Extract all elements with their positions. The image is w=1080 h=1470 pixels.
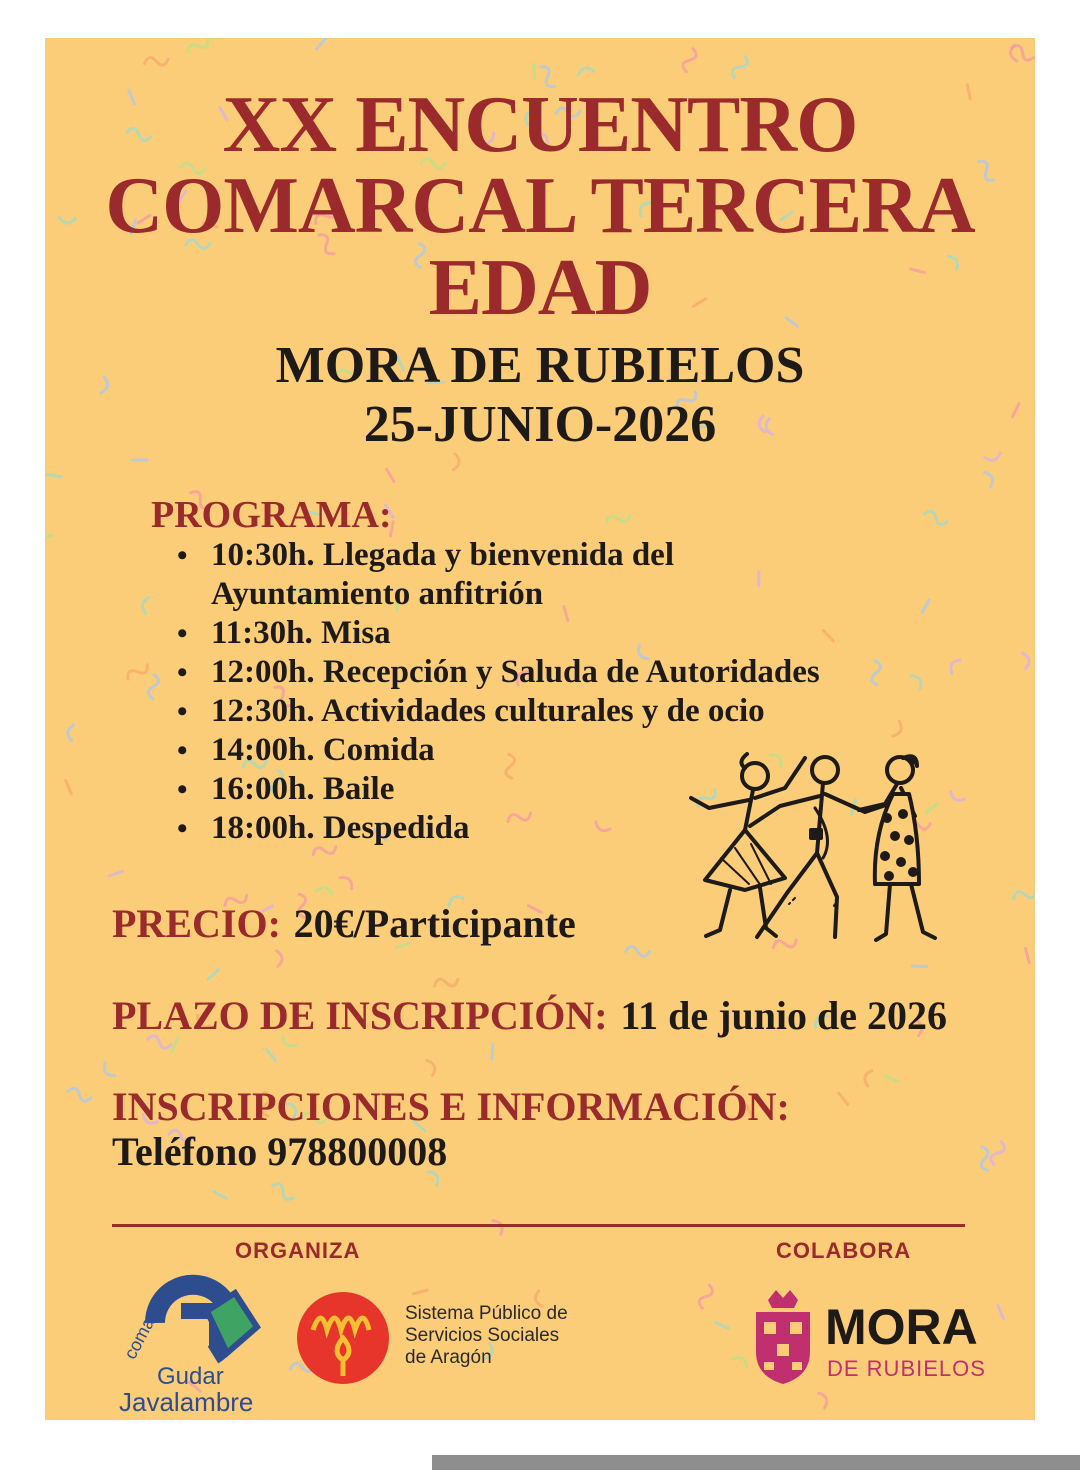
confetti-squiggle — [626, 946, 650, 956]
confetti-squiggle — [912, 963, 927, 970]
confetti-squiggle — [316, 38, 326, 51]
confetti-squiggle — [148, 674, 159, 698]
program-item: • 11:30h. Misa — [175, 614, 955, 653]
event-date: 25-JUNIO-2026 — [363, 396, 717, 453]
confetti-squiggle — [530, 64, 539, 79]
confetti-squiggle — [213, 1191, 228, 1198]
precio-row — [112, 900, 576, 947]
confetti-squiggle — [45, 533, 52, 549]
confetti-squiggle — [67, 724, 74, 740]
comarca-word: comarca — [120, 1292, 171, 1363]
title-line-2: COMARCAL TERCERA — [105, 162, 975, 250]
confetti-squiggle — [715, 1322, 729, 1328]
poster — [45, 38, 1035, 1420]
confetti-squiggle — [67, 1087, 93, 1103]
confetti-squiggle — [863, 1069, 872, 1086]
organiza-label: ORGANIZA — [235, 1238, 361, 1263]
confetti-squiggle — [453, 454, 459, 470]
confetti-squiggle — [47, 473, 61, 478]
comarca-line2: Javalambre — [119, 1387, 254, 1417]
sistema-logo-icon — [295, 1290, 391, 1386]
program-item: • 12:30h. Actividades culturales y de ocio — [175, 692, 955, 731]
confetti-squiggle — [605, 510, 631, 527]
confetti-squiggle — [1012, 886, 1035, 903]
confetti-squiggle — [125, 661, 150, 683]
confetti-squiggle — [185, 38, 210, 57]
info-phone: Teléfono 978800008 — [112, 1129, 448, 1174]
colabora-label: COLABORA — [776, 1238, 912, 1263]
sistema-line1: Sistema Público de — [405, 1303, 568, 1324]
confetti-squiggle — [101, 1063, 114, 1079]
comarca-line1: Gudar — [157, 1363, 224, 1390]
title-line-1: XX ENCUENTRO — [222, 81, 858, 169]
sistema-line3: de Aragón — [405, 1347, 492, 1368]
title-line-3: EDAD — [428, 244, 652, 332]
dancers-illustration — [675, 748, 945, 948]
confetti-squiggle — [923, 509, 949, 526]
mora-word: MORA — [825, 1299, 978, 1355]
confetti-squiggle — [141, 597, 149, 614]
event-place: MORA DE RUBIELOS — [275, 337, 805, 394]
confetti-squiggle — [132, 456, 147, 463]
confetti-squiggle — [1022, 652, 1030, 669]
confetti-squiggle — [984, 470, 995, 487]
confetti-squiggle — [577, 66, 594, 74]
confetti-squiggle — [884, 1076, 898, 1081]
confetti-squiggle — [698, 1284, 715, 1310]
confetti-squiggle — [270, 1181, 296, 1201]
mora-sub: DE RUBIELOS — [827, 1356, 986, 1381]
confetti-squiggle — [995, 1306, 1007, 1319]
plazo-label: PLAZO DE INSCRIPCIÓN: — [112, 993, 608, 1038]
footer-divider — [112, 1224, 965, 1227]
confetti-squiggle — [413, 1287, 427, 1298]
precio-value: 20€/Participante — [293, 901, 576, 946]
confetti-squiggle — [989, 1140, 1006, 1166]
confetti-squiggle — [144, 54, 169, 68]
confetti-squiggle — [733, 1355, 749, 1367]
confetti-squiggle — [276, 950, 282, 966]
confetti-squiggle — [384, 469, 397, 481]
confetti-squiggle — [427, 1059, 437, 1076]
program-item: • 10:30h. Llegada y bienvenida del Ayuntamiento anfitrión — [175, 536, 771, 614]
confetti-squiggle — [730, 54, 750, 80]
confetti-squiggle — [819, 1391, 830, 1408]
confetti-squiggle — [340, 874, 355, 889]
plazo-value: 11 de junio de 2026 — [620, 993, 948, 1038]
comarca-logo — [115, 1263, 285, 1417]
precio-label: PRECIO: — [112, 901, 281, 946]
confetti-squiggle — [836, 1093, 850, 1104]
plazo-row — [112, 992, 947, 1039]
programa-heading: PROGRAMA: — [151, 494, 392, 536]
confetti-squiggle — [264, 1049, 278, 1060]
program-item: • 18:00h. Despedida — [175, 809, 955, 848]
confetti-squiggle — [316, 886, 333, 894]
program-item: • 14:00h. Comida — [175, 731, 955, 770]
confetti-squiggle — [1022, 949, 1032, 963]
confetti-squiggle — [208, 967, 219, 981]
program-item: • 12:00h. Recepción y Saluda de Autoridades — [175, 653, 955, 692]
confetti-squiggle — [433, 974, 459, 990]
program-item: • 16:00h. Baile — [175, 770, 955, 809]
confetti-squiggle — [109, 868, 123, 879]
sistema-line2: Servicios Sociales — [405, 1325, 560, 1346]
mora-crest-icon — [748, 1286, 818, 1386]
confetti-squiggle — [681, 47, 697, 73]
confetti-squiggle — [489, 1045, 496, 1060]
confetti-squiggle — [63, 780, 75, 793]
confetti-squiggle — [172, 1038, 178, 1052]
info-label: INSCRIPCIONES E INFORMACIÓN: — [112, 1084, 790, 1129]
bottom-bar — [432, 1455, 1080, 1470]
